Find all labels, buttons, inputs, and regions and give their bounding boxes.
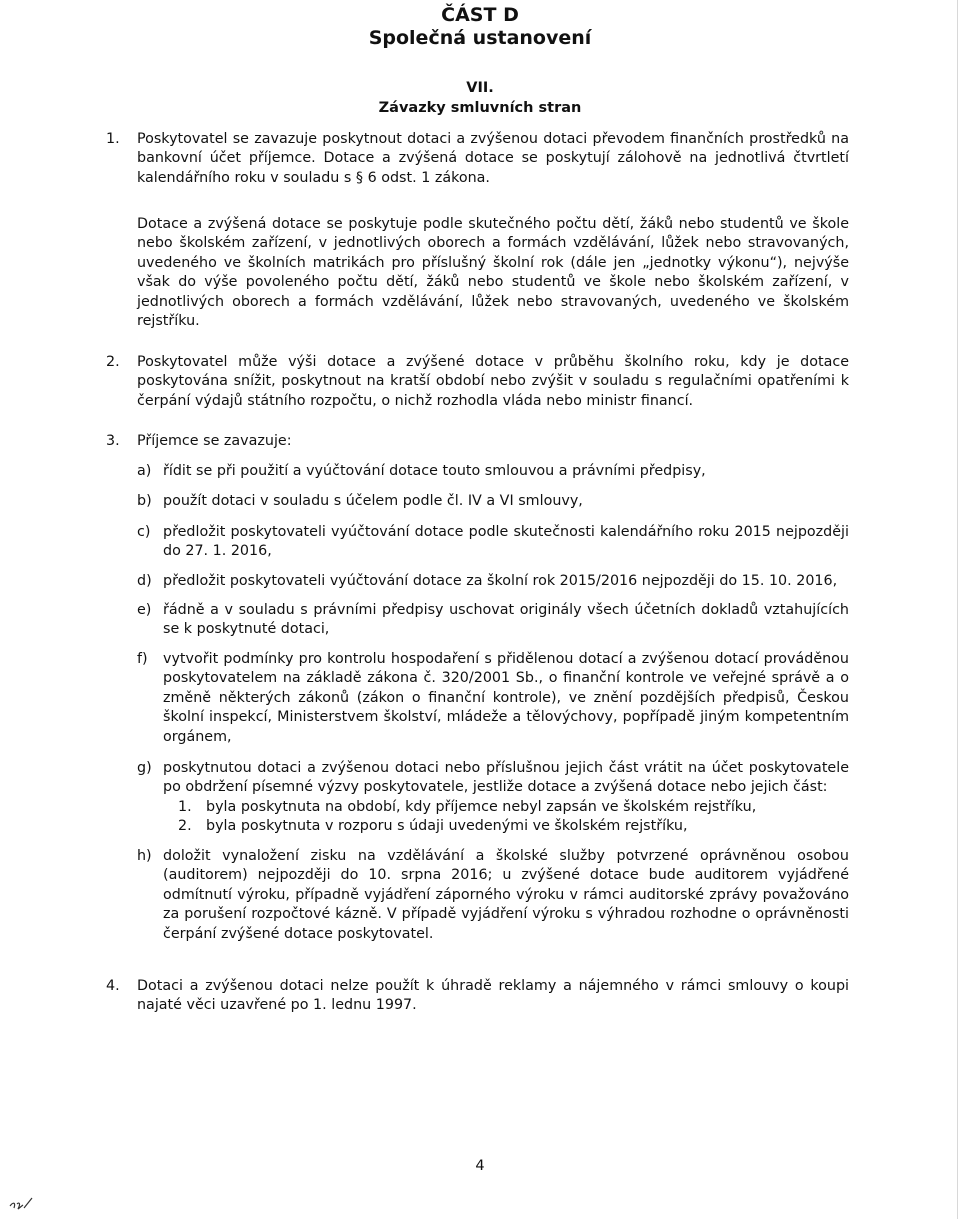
paragraph-number: 4. xyxy=(106,978,120,994)
sublist-item-label: 1. xyxy=(178,799,192,815)
handwritten-initials xyxy=(8,1196,34,1214)
paragraph-3-intro: Příjemce se zavazuje: xyxy=(137,433,292,449)
list-item-text: použít dotaci v souladu s účelem podle čl. IV a VI smlouvy, xyxy=(163,493,583,509)
list-item-label: b) xyxy=(137,493,152,509)
sublist-item-text: byla poskytnuta na období, kdy příjemce nebyl zapsán ve školském rejstříku, xyxy=(206,799,757,815)
list-item-label: c) xyxy=(137,524,151,540)
list-item-text: řídit se při použití a vyúčtování dotace touto smlouvou a právními předpisy, xyxy=(163,463,706,479)
paragraph-4-text: Dotaci a zvýšenou dotaci nelze použít k úhradě reklamy a nájemného v rámci smlouvy o koupi najaté věci uzavřené po 1. lednu 1997. xyxy=(137,978,849,1014)
sublist-item-text: byla poskytnuta v rozporu s údaji uvedenými ve školském rejstříku, xyxy=(206,818,688,834)
list-item-label: d) xyxy=(137,573,152,589)
section-number: VII. xyxy=(466,80,494,96)
section-title: Závazky smluvních stran xyxy=(378,100,582,116)
list-item-text: vytvořit podmínky pro kontrolu hospodaření s přidělenou dotací a zvýšenou dotací prováděnou poskytovatelem na základě zákona č. 320/2001 Sb., o finanční kontrole ve veřejné správě a o změně některých zákonů (zákon o finanční kontrole), ve znění pozdějších předpisů, Českou školní inspekcí, Ministerstvem školství, mládeže a tělovýchovy, popřípadě jiným kompetentním orgánem, xyxy=(163,651,849,745)
list-item-label: a) xyxy=(137,463,152,479)
list-item-label: f) xyxy=(137,651,148,667)
list-item-text: doložit vynaložení zisku na vzdělávání a školské služby potvrzené oprávněnou osobou (auditorem) nejpozději do 10. srpna 2016; u zvýšené dotace bude auditorem vyjádřené odmítnutí výroku, případně vyjádření záporného výroku v rámci auditorské zprávy považováno za porušení rozpočtové kázně. V případě vyjádření výroku s výhradou rozhodne o oprávněnosti čerpání zvýšené dotace poskytovatel. xyxy=(163,848,849,942)
list-item-text: předložit poskytovateli vyúčtování dotace podle skutečnosti kalendářního roku 2015 nejpozději do 27. 1. 2016, xyxy=(163,524,849,560)
paragraph-1-text-continued: Dotace a zvýšená dotace se poskytuje podle skutečného počtu dětí, žáků nebo studentů ve škole nebo školském zařízení, v jednotlivých oborech a formách vzdělávání, lůžek nebo stravovaných, uvedeného ve školních matrikách pro příslušný školní rok (dále jen „jednotky výkonu“), nejvýše však do výše povoleného počtu dětí, žáků nebo studentů ve škole nebo školském zařízení, v jednotlivých oborech a formách vzdělávání, lůžek nebo stravovaných, uvedeného ve školském rejstříku. xyxy=(137,216,849,330)
list-item-text: poskytnutou dotaci a zvýšenou dotaci nebo příslušnou jejich část vrátit na účet poskytovatele po obdržení písemné výzvy poskytovatele, jestliže dotace a zvýšená dotace nebo jejich část: xyxy=(163,760,849,796)
list-item-label: g) xyxy=(137,760,152,776)
paragraph-number: 2. xyxy=(106,354,120,370)
paragraph-number: 1. xyxy=(106,131,120,147)
list-item-label: h) xyxy=(137,848,152,864)
list-item-text: předložit poskytovateli vyúčtování dotace za školní rok 2015/2016 nejpozději do 15. 10. 2016, xyxy=(163,573,838,589)
sublist-item-label: 2. xyxy=(178,818,192,834)
part-subtitle: Společná ustanovení xyxy=(368,27,592,49)
list-item-text: řádně a v souladu s právními předpisy uschovat originály všech účetních dokladů vztahujících se k poskytnuté dotaci, xyxy=(163,602,849,638)
scan-edge xyxy=(957,0,958,1219)
list-item-label: e) xyxy=(137,602,152,618)
part-title: ČÁST D xyxy=(441,4,519,26)
paragraph-1-text: Poskytovatel se zavazuje poskytnout dotaci a zvýšenou dotaci převodem finančních prostředků na bankovní účet příjemce. Dotace a zvýšená dotace se poskytují zálohově na jednotlivá čtvrtletí kalendářního roku v souladu s § 6 odst. 1 zákona. xyxy=(137,131,849,186)
page-number: 4 xyxy=(475,1158,485,1174)
paragraph-number: 3. xyxy=(106,433,120,449)
paragraph-2-text: Poskytovatel může výši dotace a zvýšené dotace v průběhu školního roku, kdy je dotace poskytována snížit, poskytnout na kratší období nebo zvýšit v souladu s regulačními opatřeními k čerpání výdajů státního rozpočtu, o nichž rozhodla vláda nebo ministr financí. xyxy=(137,354,849,409)
